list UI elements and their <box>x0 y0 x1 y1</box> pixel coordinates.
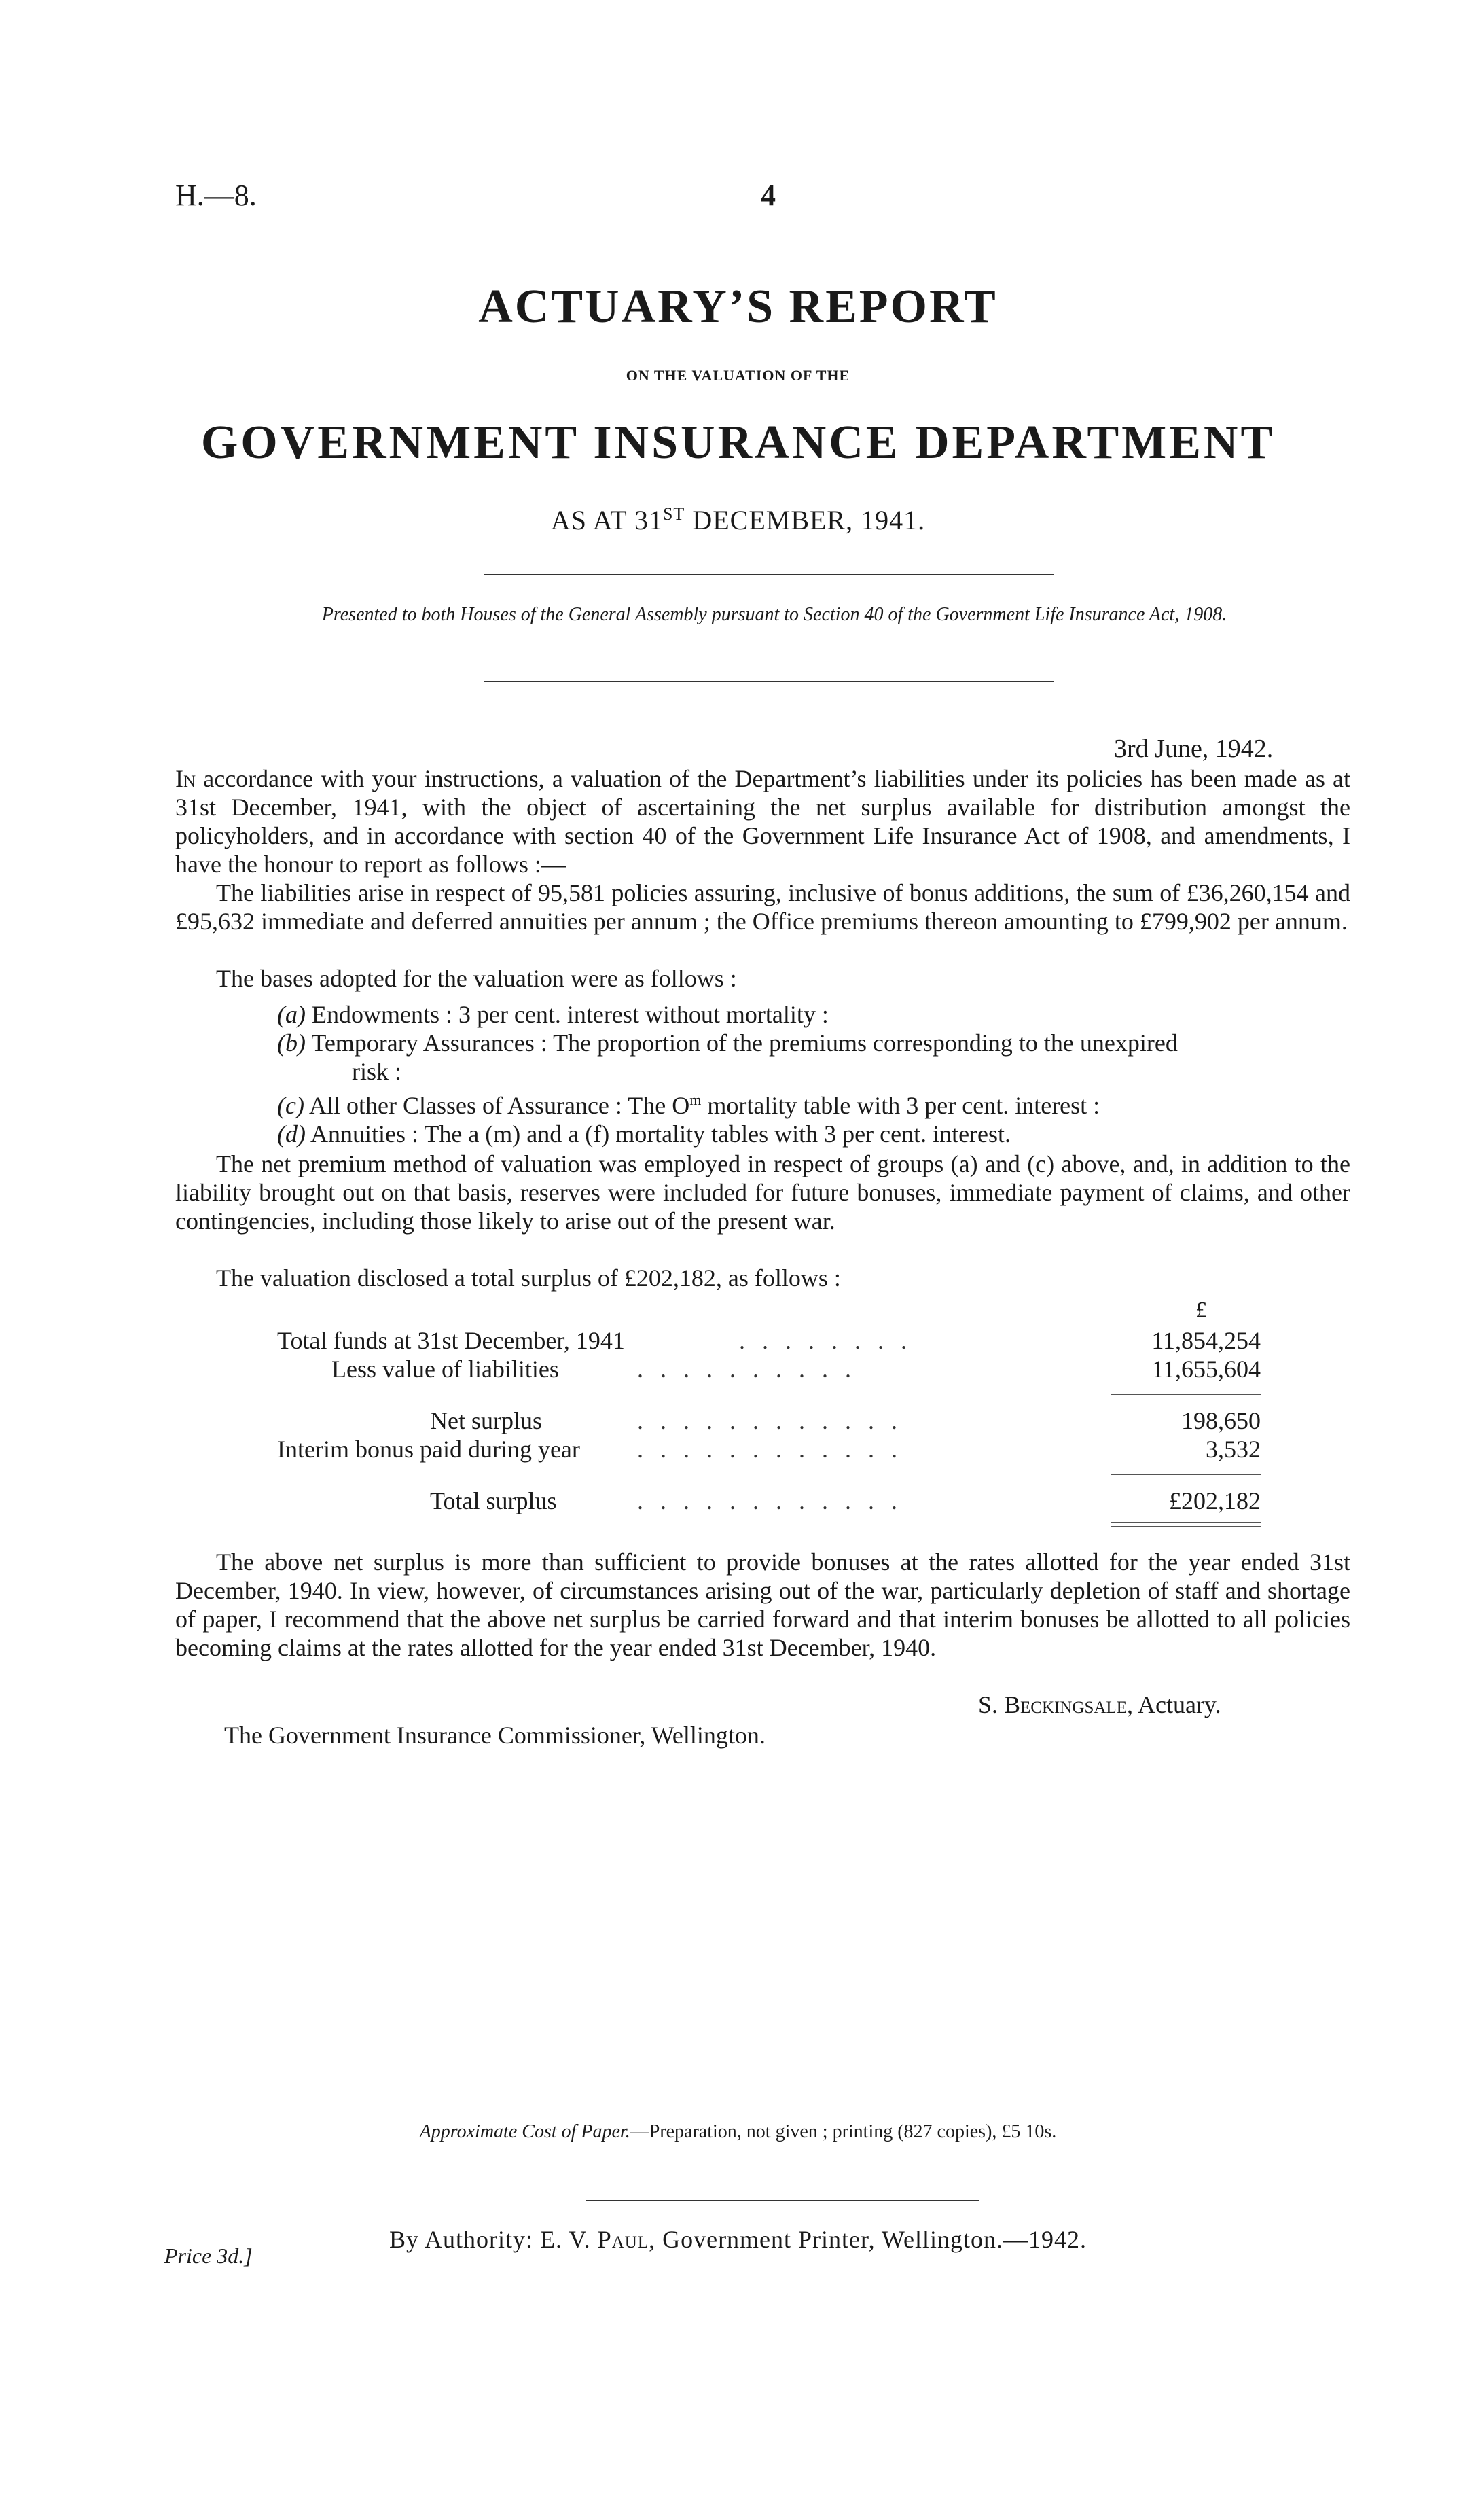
paragraph-intro: In accordance with your instructions, a valuation of the Department’s liabilities under its policies has been made as at 31st December, 1941, with the object of ascertaining the net surplus available for distribution amongst the policyholders, and in accordance with section 40 of the Government Life Insurance Act of 1908, and amendments, I have the honour to report as follows :— <box>175 765 1350 878</box>
paragraph-bases: The bases adopted for the valuation were as follows : <box>216 965 737 992</box>
row-label: Interim bonus paid during year <box>277 1436 580 1463</box>
valuation-date-heading: AS AT 31ST DECEMBER, 1941. <box>550 504 926 535</box>
header-reference: H.—8. <box>175 179 257 212</box>
presentation-note: Presented to both Houses of the General Assembly pursuant to Section 40 of the Government Life Insurance Act, 1908. <box>321 604 1227 625</box>
paragraph-liabilities: The liabilities arise in respect of 95,581 policies assuring, inclusive of bonus additions, the sum of £36,260,154 and £95,632 immediate and deferred annuities per annum ; the Office premiums thereon amounting to £799,902 per annum. <box>175 879 1350 935</box>
total-rule <box>1111 1526 1261 1527</box>
leader-dots: . . . . . . . . . . . . <box>637 1407 903 1434</box>
report-subtitle: ON THE VALUATION OF THE <box>626 367 850 384</box>
report-title: ACTUARY’S REPORT <box>478 281 998 333</box>
paragraph-method: The net premium method of valuation was employed in respect of groups (a) and (c) above, and, in addition to the liability brought out on that basis, reserves were included for future bonuses, immediate payment of claims, and other contingencies, including those likely to arise out of the present war. <box>175 1150 1350 1235</box>
paragraph-recommendation: The above net surplus is more than sufficient to provide bonuses at the rates allotted for the year ended 31st December, 1940. In view, however, of circumstances arising out of the war, particularly depletion of staff and shortage of paper, I recommend that the above net surplus be carried forward and that interim bonuses be allotted to all policies becoming claims at the rates allotted for the year ended 31st December, 1940. <box>175 1548 1350 1661</box>
cost-note: Approximate Cost of Paper.—Preparation, not given ; printing (827 copies), £5 10s. <box>419 2121 1057 2142</box>
row-label: Total surplus <box>430 1487 557 1514</box>
sum-rule <box>1111 1474 1261 1475</box>
list-item: (d) Annuities : The a (m) and a (f) mortality tables with 3 per cent. interest. <box>277 1120 1011 1148</box>
sum-rule <box>1111 1394 1261 1395</box>
row-value: 198,650 <box>1181 1407 1261 1434</box>
printer-authority: By Authority: E. V. Paul, Government Printer, Wellington.—1942. <box>389 2226 1087 2253</box>
currency-header: £ <box>1195 1298 1207 1323</box>
page-number: 4 <box>761 179 776 212</box>
list-item: (a) Endowments : 3 per cent. interest without mortality : <box>277 1001 829 1028</box>
row-label: Total funds at 31st December, 1941 <box>277 1327 625 1354</box>
bases-list <box>277 1000 1350 1148</box>
row-value: 11,655,604 <box>1151 1355 1261 1383</box>
addressee: The Government Insurance Commissioner, Wellington. <box>224 1722 766 1749</box>
department-title: GOVERNMENT INSURANCE DEPARTMENT <box>200 416 1276 469</box>
leader-dots: . . . . . . . . <box>739 1327 912 1354</box>
signature: S. Beckingsale, Actuary. <box>978 1691 1221 1718</box>
list-item: (c) All other Classes of Assurance : The $O^m$ mortality table with 3 per cent. interest : <box>277 1091 1100 1119</box>
row-label: Less value of liabilities <box>331 1355 559 1383</box>
row-value: 3,532 <box>1206 1436 1261 1463</box>
list-item: (b) Temporary Assurances : The proportion of the premiums corresponding to the unexpired <box>277 1029 1178 1057</box>
leader-dots: . . . . . . . . . . . . <box>637 1436 903 1463</box>
divider-bottom <box>484 681 1054 682</box>
leader-dots: . . . . . . . . . . <box>637 1355 857 1383</box>
leader-dots: . . . . . . . . . . . . <box>637 1487 903 1514</box>
row-label: Net surplus <box>430 1407 542 1434</box>
divider-top <box>484 574 1054 575</box>
row-value: 11,854,254 <box>1151 1327 1261 1354</box>
footer-divider <box>586 2200 979 2201</box>
paragraph-surplus: The valuation disclosed a total surplus of £202,182, as follows : <box>216 1264 841 1292</box>
letter-date: 3rd June, 1942. <box>1114 734 1274 763</box>
row-value: £202,182 <box>1169 1487 1261 1514</box>
total-rule <box>1111 1522 1261 1523</box>
price: Price 3d.] <box>164 2243 253 2268</box>
list-item-continuation: risk : <box>352 1058 402 1085</box>
